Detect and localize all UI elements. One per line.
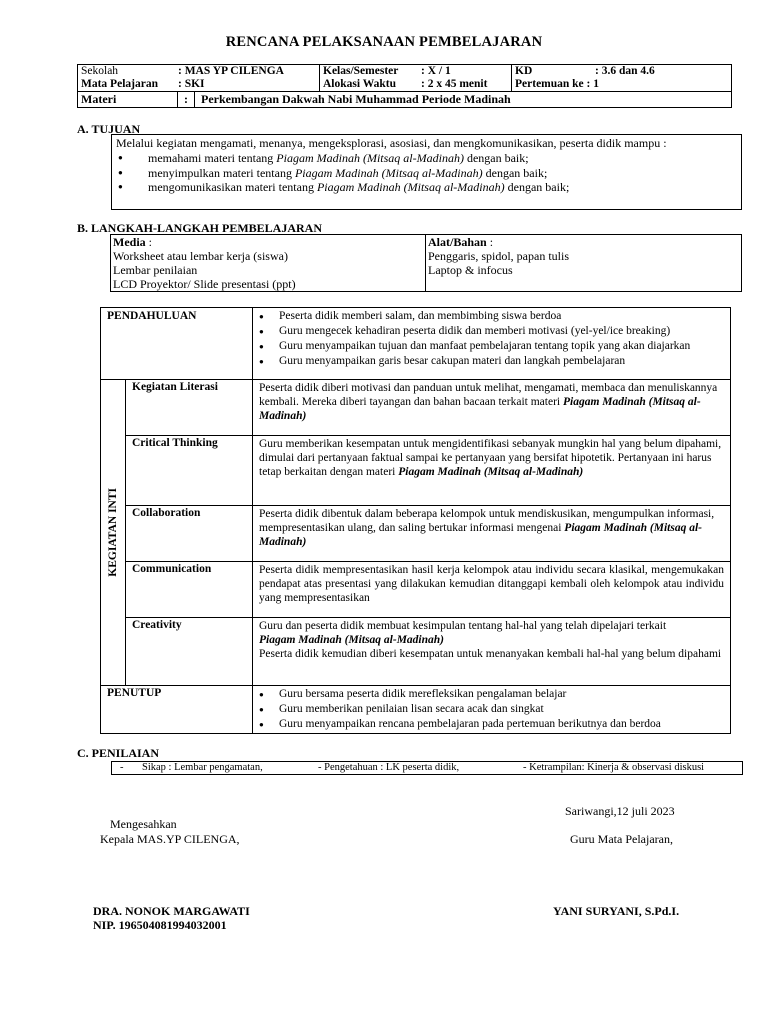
pendahuluan-content — [253, 308, 731, 380]
alat-item: Laptop & infocus — [428, 263, 513, 277]
media-cell: Media : Worksheet atau lembar kerja (siswa) Lembar penilaian LCD Proyektor/ Slide presentasi (ppt) — [111, 235, 426, 292]
materi-row — [78, 92, 732, 108]
alat-item: Penggaris, spidol, papan tulis — [428, 249, 569, 263]
place-date: Sariwangi,12 juli 2023 — [565, 804, 675, 818]
alokasi-value: : 2 x 45 menit — [421, 78, 488, 90]
alokasi-label: Alokasi Waktu — [323, 78, 396, 90]
tujuan-item: ● menyimpulkan materi tentang Piagam Madinah (Mitsaq al-Madinah) dengan baik; — [112, 166, 741, 181]
guru-title: Guru Mata Pelajaran, — [570, 832, 673, 846]
penilaian-pengetahuan: - Pengetahuan : LK peserta didik, — [318, 762, 460, 773]
mengesahkan: Mengesahkan — [110, 817, 177, 831]
sekolah-value: : MAS YP CILENGA — [178, 65, 284, 77]
list-item: ● Guru bersama peserta didik merefleksikan pengalaman belajar — [253, 687, 730, 702]
activity-table — [100, 307, 731, 734]
kepala-name: DRA. NONOK MARGAWATI — [93, 904, 250, 918]
tujuan-list — [112, 151, 741, 195]
penutup-content — [253, 686, 731, 734]
penilaian-dash: - — [120, 762, 124, 773]
tujuan-box — [111, 134, 742, 210]
inti-row-name: Critical Thinking — [126, 436, 253, 506]
kd-value: : 3.6 dan 4.6 — [595, 65, 655, 77]
inti-row-name: Collaboration — [126, 506, 253, 562]
list-item: ● Guru menyampaikan tujuan dan manfaat pembelajaran tentang topik yang akan diajarkan — [253, 339, 730, 354]
penilaian-ketrampilan: - Ketrampilan: Kinerja & observasi diskusi — [523, 762, 705, 773]
pendahuluan-label: PENDAHULUAN — [101, 308, 253, 380]
inti-row-text: Guru dan peserta didik membuat kesimpulan tentang hal-hal yang telah dipelajari terkait Piagam Madinah (Mitsaq al-Madinah) Peserta didik kemudian diberi kesempatan untuk menanyakan kembali hal-hal yang belum dipahami — [253, 618, 731, 686]
penilaian-sikap: Sikap : Lembar pengamatan, — [142, 762, 263, 773]
kd-cell — [512, 65, 732, 92]
alat-label: Alat/Bahan — [428, 235, 487, 249]
list-item: ● Guru memberikan penilaian lisan secara acak dan singkat — [253, 702, 730, 717]
penilaian-heading: C. PENILAIAN — [77, 746, 160, 760]
materi-label: Materi — [78, 92, 178, 107]
media-table — [110, 234, 742, 292]
media-item: LCD Proyektor/ Slide presentasi (ppt) — [113, 277, 296, 291]
inti-label: KEGIATAN INTI — [106, 488, 119, 577]
document-title: RENCANA PELAKSANAAN PEMBELAJARAN — [225, 34, 543, 50]
media-item: Worksheet atau lembar kerja (siswa) — [113, 249, 288, 263]
alat-cell: Alat/Bahan : Penggaris, spidol, papan tulis Laptop & infocus — [426, 235, 742, 292]
penutup-label: PENUTUP — [101, 686, 253, 734]
tujuan-item: ● memahami materi tentang Piagam Madinah (Mitsaq al-Madinah) dengan baik; — [112, 151, 741, 166]
pendahuluan-list — [253, 309, 730, 369]
materi-value: Perkembangan Dakwah Nabi Muhammad Periode Madinah — [201, 92, 511, 106]
class-cell — [320, 65, 512, 92]
kepala-title: Kepala MAS.YP CILENGA, — [100, 832, 240, 846]
inti-row-text: Peserta didik diberi motivasi dan panduan untuk melihat, mengamati, membaca dan menuliskannya kembali. Mereka diberi tayangan dan bahan bacaan terkait materi Piagam Madinah (Mitsaq al-Madinah) — [253, 380, 731, 436]
identity-table — [77, 64, 732, 108]
guru-name: YANI SURYANI, S.Pd.I. — [553, 904, 680, 918]
inti-row-text: Peserta didik mempresentasikan hasil kerja kelompok atau individu secara klasikal, mengemukakan pendapat atas presentasi yang dilakukan kemudian ditanggapi kembali oleh kelompok atau individu yang mempresentasikan — [253, 562, 731, 618]
kepala-nip: NIP. 196504081994032001 — [93, 918, 227, 932]
mapel-label: Mata Pelajaran — [81, 78, 158, 90]
list-item: ● Guru menyampaikan rencana pembelajaran pada pertemuan berikutnya dan berdoa — [253, 717, 730, 732]
penutup-list — [253, 687, 730, 732]
media-label: Media — [113, 235, 146, 249]
list-item: ● Guru menyampaikan garis besar cakupan materi dan langkah pembelajaran — [253, 354, 730, 369]
inti-row-text: Peserta didik dibentuk dalam beberapa kelompok untuk mendiskusikan, mengumpulkan informasi, mempresentasikan ulang, dan saling bertukar informasi mengenai Piagam Madinah (Mitsaq al-Madinah) — [253, 506, 731, 562]
school-cell — [78, 65, 320, 92]
mapel-value: : SKI — [178, 78, 205, 90]
langkah-heading: B. LANGKAH-LANGKAH PEMBELAJARAN — [77, 221, 323, 235]
kd-label: KD — [515, 65, 533, 77]
pertemuan: Pertemuan ke : 1 — [515, 78, 599, 90]
inti-row-text: Guru memberikan kesempatan untuk mengidentifikasi sebanyak mungkin hal yang belum dipahami, dimulai dari pertanyaan faktual sampai ke pertanyaan yang bersifat hipotetik. Pertanyaan ini harus tetap berkaitan dengan materi Piagam Madinah (Mitsaq al-Madinah) — [253, 436, 731, 506]
tujuan-item: ● mengomunikasikan materi tentang Piagam Madinah (Mitsaq al-Madinah) dengan baik; — [112, 180, 741, 195]
kelas-value: : X / 1 — [421, 65, 451, 77]
list-item: ● Peserta didik memberi salam, dan membimbing siswa berdoa — [253, 309, 730, 324]
inti-row-name: Creativity — [126, 618, 253, 686]
penilaian-box — [111, 761, 743, 775]
tujuan-intro: Melalui kegiatan mengamati, menanya, mengeksplorasi, asosiasi, dan mengkomunikasikan, peserta didik mampu : — [116, 136, 667, 150]
inti-row-name: Kegiatan Literasi — [126, 380, 253, 436]
list-item: ● Guru mengecek kehadiran peserta didik dan memberi motivasi (yel-yel/ice breaking) — [253, 324, 730, 339]
kelas-label: Kelas/Semester — [323, 65, 399, 77]
tujuan-heading: A. TUJUAN — [77, 122, 141, 136]
inti-row-name: Communication — [126, 562, 253, 618]
inti-label-cell — [101, 380, 126, 686]
sekolah-label: Sekolah — [81, 65, 119, 77]
media-item: Lembar penilaian — [113, 263, 198, 277]
materi-colon: : — [178, 92, 195, 107]
